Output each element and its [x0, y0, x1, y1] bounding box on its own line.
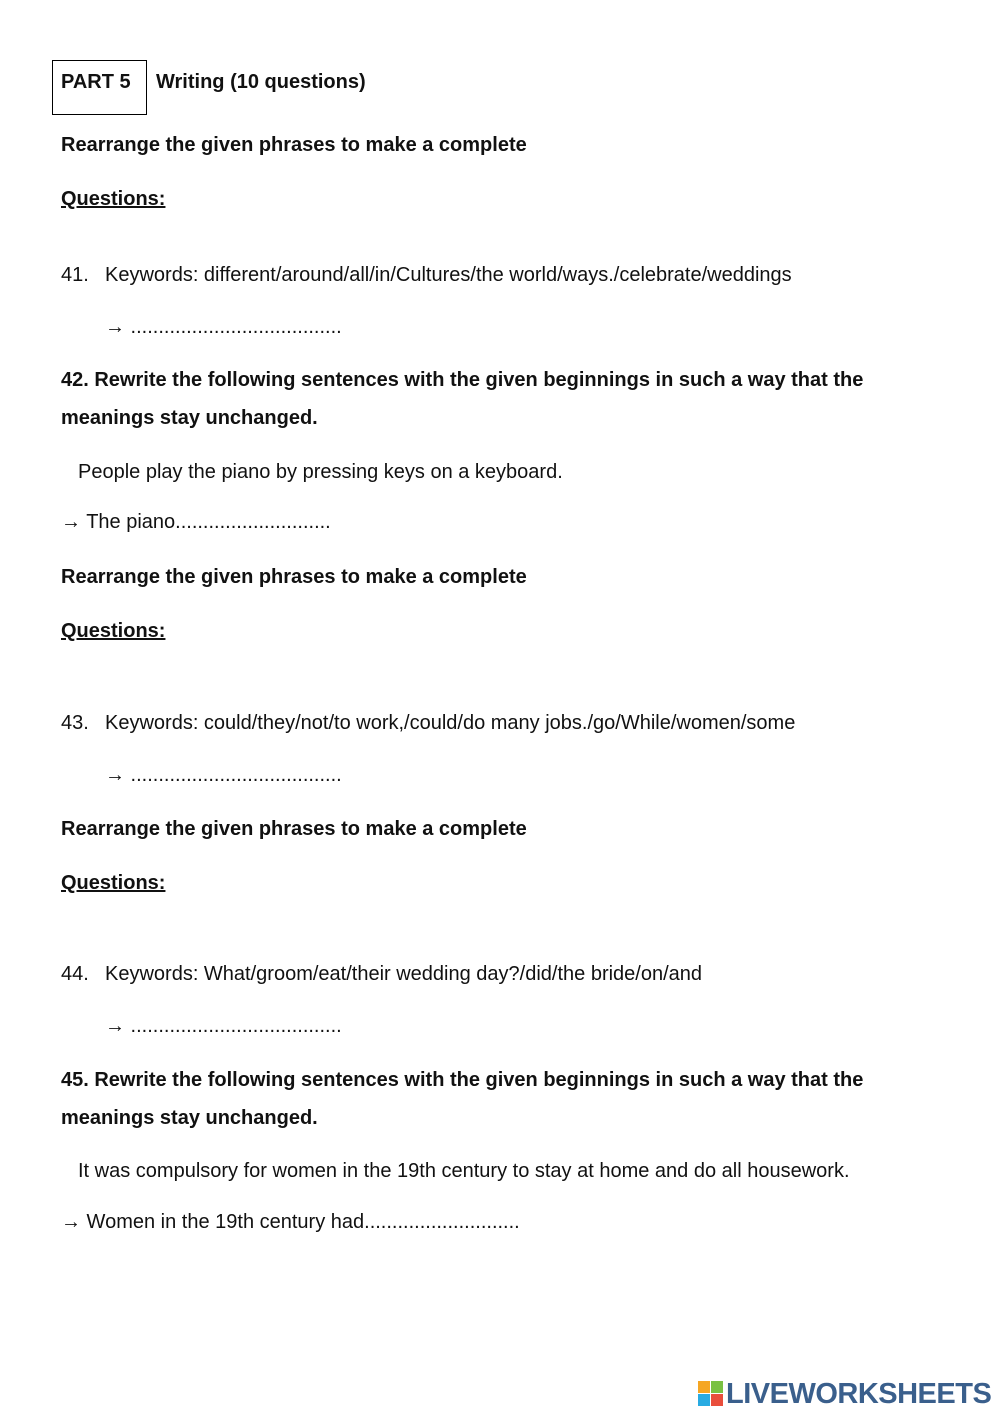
q42-answer-line[interactable]: → The piano............................: [61, 511, 331, 533]
q41-keywords: Keywords: different/around/all/in/Cultures/the world/ways./celebrate/weddings: [105, 264, 792, 286]
section2-instruction: Rearrange the given phrases to make a complete: [61, 566, 527, 588]
q41-answer-line[interactable]: → ......................................: [105, 316, 342, 338]
q45-answer-line[interactable]: → Women in the 19th century had............................: [61, 1211, 520, 1233]
logo-blocks-icon: [698, 1381, 724, 1407]
q43-answer-line[interactable]: → ......................................: [105, 764, 342, 786]
q44-number: 44.: [61, 963, 89, 985]
part-title: Writing (10 questions): [156, 71, 366, 93]
section3-questions-heading: Questions:: [61, 872, 166, 894]
q42-sentence: People play the piano by pressing keys on a keyboard.: [78, 461, 563, 483]
q43-keywords: Keywords: could/they/not/to work,/could/do many jobs./go/While/women/some: [105, 712, 796, 734]
q45-sentence: It was compulsory for women in the 19th century to stay at home and do all housework.: [78, 1160, 850, 1182]
q44-answer-line[interactable]: → ......................................: [105, 1015, 342, 1037]
section2-questions-heading: Questions:: [61, 620, 166, 642]
q42-instruction-line2: meanings stay unchanged.: [61, 407, 318, 429]
q42-instruction-line1: 42. Rewrite the following sentences with the given beginnings in such a way that the: [61, 369, 864, 391]
section1-questions-heading: Questions:: [61, 188, 166, 210]
q45-instruction-line2: meanings stay unchanged.: [61, 1107, 318, 1129]
q44-keywords: Keywords: What/groom/eat/their wedding day?/did/the bride/on/and: [105, 963, 703, 985]
part-label: PART 5: [61, 71, 131, 93]
section3-instruction: Rearrange the given phrases to make a complete: [61, 818, 527, 840]
q45-instruction-line1: 45. Rewrite the following sentences with the given beginnings in such a way that the: [61, 1069, 864, 1091]
q41-number: 41.: [61, 264, 89, 286]
logo-text: LIVEWORKSHEETS: [726, 1378, 992, 1410]
section1-instruction: Rearrange the given phrases to make a complete: [61, 134, 527, 156]
q43-number: 43.: [61, 712, 89, 734]
